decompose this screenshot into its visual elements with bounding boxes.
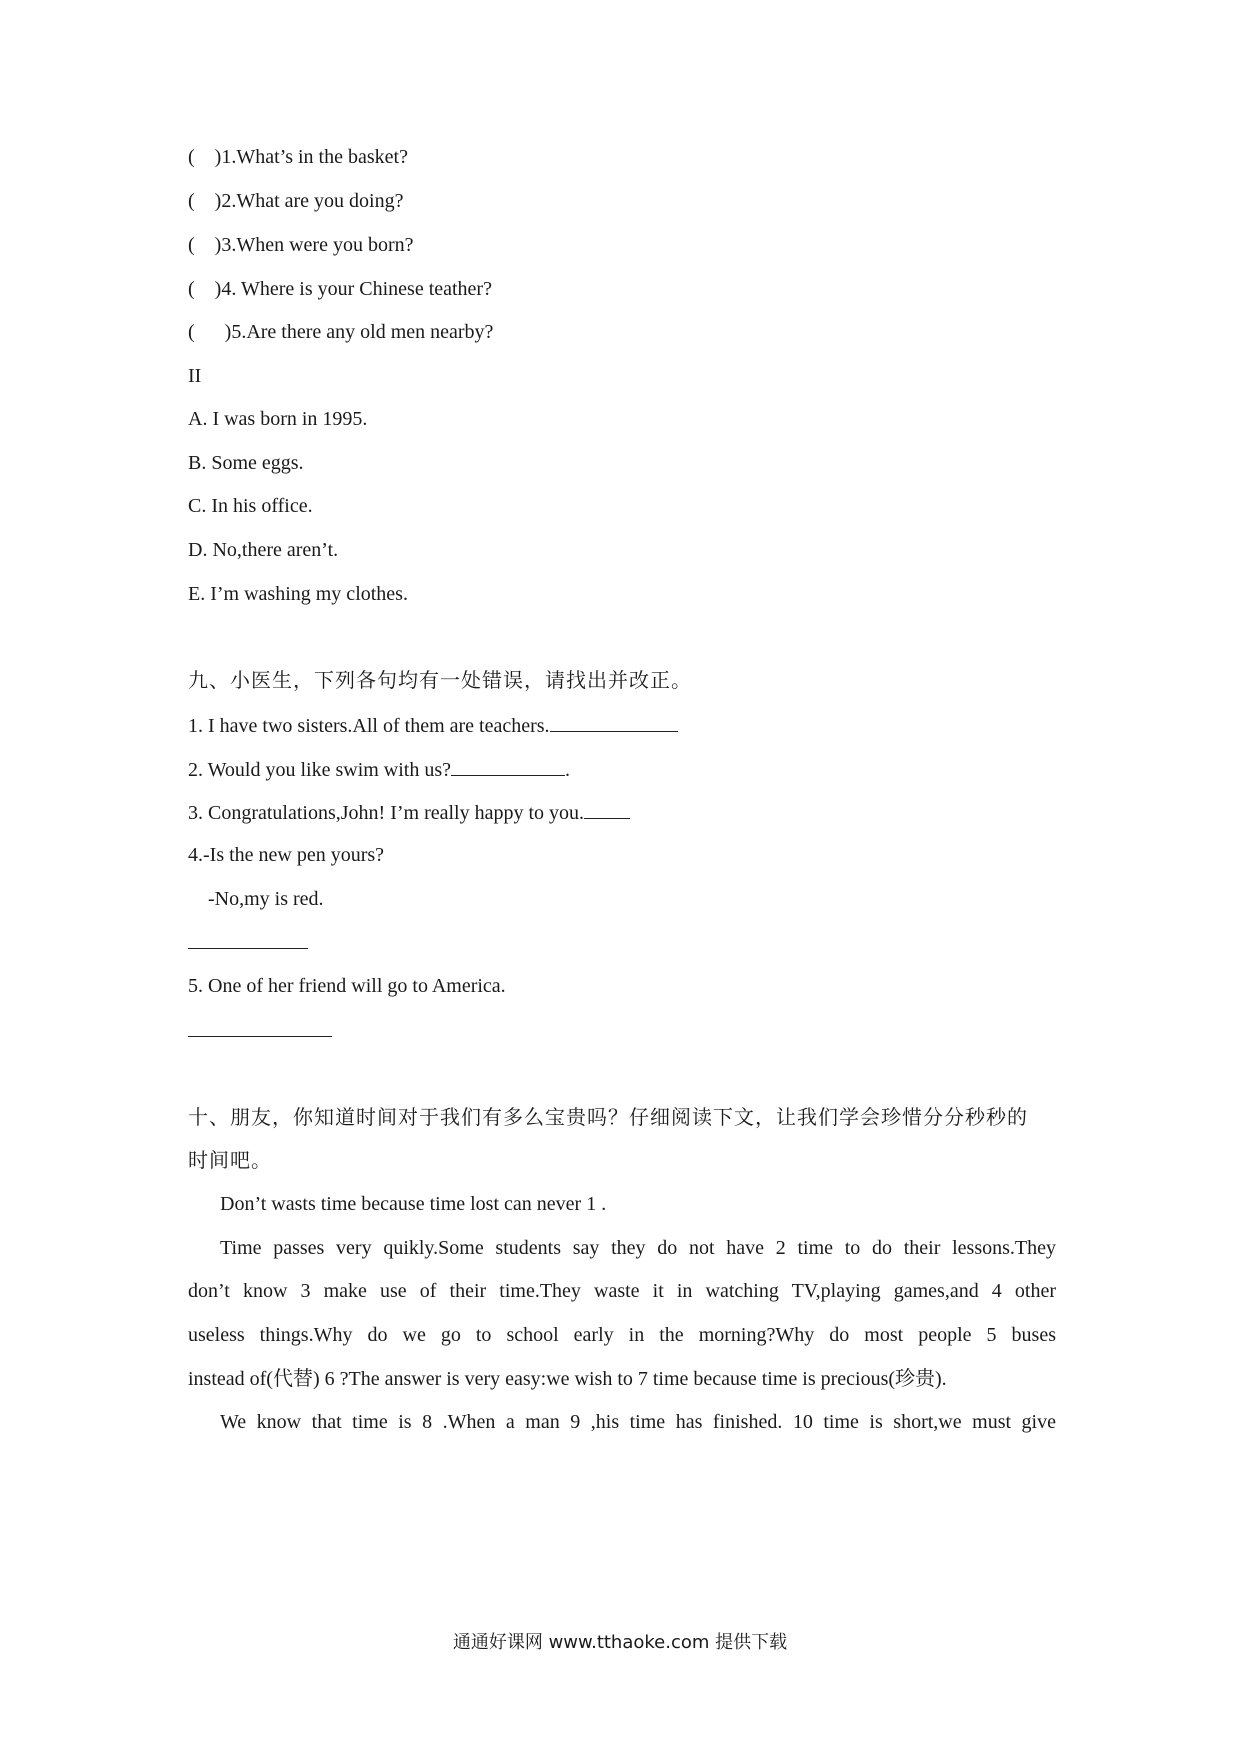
passage-paragraph-3: We know that time is 8 .When a man 9 ,his time has finished. 10 time is short,we must give	[220, 1411, 1056, 1433]
item-text: 3. Congratulations,John! I’m really happy to you.	[188, 802, 585, 824]
question-4	[188, 276, 492, 302]
error-item-4: 4.-Is the new pen yours?	[188, 844, 385, 866]
answer-paren[interactable]: ( )	[188, 190, 222, 212]
passage-line: instead of(代替) 6 ?The answer is very easy:we wish to 7 time because time is precious(珍贵).	[188, 1368, 947, 1390]
passage-line: Time passes very quikly.Some students say they do not have 2 time to do their lessons.They	[220, 1237, 1056, 1259]
answer-blank[interactable]	[451, 755, 565, 776]
section-two-label: II	[188, 365, 202, 387]
question-text: 2.What are you doing?	[221, 190, 404, 212]
passage-line: useless things.Why do we go to school early in the morning?Why do most people 5 buses	[188, 1324, 1056, 1346]
item-suffix: .	[565, 759, 571, 781]
error-item-2	[188, 755, 570, 783]
answer-paren[interactable]: ( )	[188, 146, 222, 168]
question-text: 5.Are there any old men nearby?	[231, 321, 494, 343]
answer-option: E. I’m washing my clothes.	[188, 583, 408, 605]
answer-blank[interactable]	[584, 798, 630, 819]
passage-paragraph-1: Don’t wasts time because time lost can never 1 .	[220, 1193, 607, 1215]
answer-option: C. In his office.	[188, 495, 313, 517]
answer-blank[interactable]	[550, 711, 678, 732]
page-footer: 通通好课网 www.tthaoke.com 提供下载	[452, 1632, 788, 1653]
passage-line: don’t know 3 make use of their time.They waste it in watching TV,playing games,and 4 other	[188, 1280, 1056, 1302]
answer-paren[interactable]: ( )	[188, 321, 232, 343]
answer-option: A. I was born in 1995.	[188, 408, 368, 430]
error-item-3	[188, 798, 630, 826]
answer-option: D. No,there aren’t.	[188, 539, 339, 561]
error-item-5: 5. One of her friend will go to America.	[188, 975, 506, 997]
question-2	[188, 188, 404, 214]
section-nine-heading: 九、小医生，下列各句均有一处错误，请找出并改正。	[188, 668, 692, 692]
item-text: 1. I have two sisters.All of them are teachers.	[188, 715, 550, 737]
section-ten-heading-line1: 十、朋友，你知道时间对于我们有多么宝贵吗？仔细阅读下文，让我们学会珍惜分分秒秒的	[188, 1105, 1028, 1129]
question-text: 1.What’s in the basket?	[221, 146, 408, 168]
question-1	[188, 144, 408, 170]
item-text: 2. Would you like swim with us?	[188, 759, 452, 781]
answer-blank[interactable]	[188, 948, 308, 949]
question-5	[188, 319, 493, 345]
answer-paren[interactable]: ( )	[188, 278, 222, 300]
question-3	[188, 232, 413, 258]
error-item-4-reply: -No,my is red.	[208, 888, 324, 910]
section-ten-heading-line2: 时间吧。	[188, 1148, 272, 1172]
answer-paren[interactable]: ( )	[188, 234, 222, 256]
answer-option: B. Some eggs.	[188, 452, 304, 474]
answer-blank[interactable]	[188, 1036, 332, 1037]
question-text: 4. Where is your Chinese teather?	[221, 278, 492, 300]
error-item-1	[188, 711, 678, 739]
question-text: 3.When were you born?	[221, 234, 414, 256]
